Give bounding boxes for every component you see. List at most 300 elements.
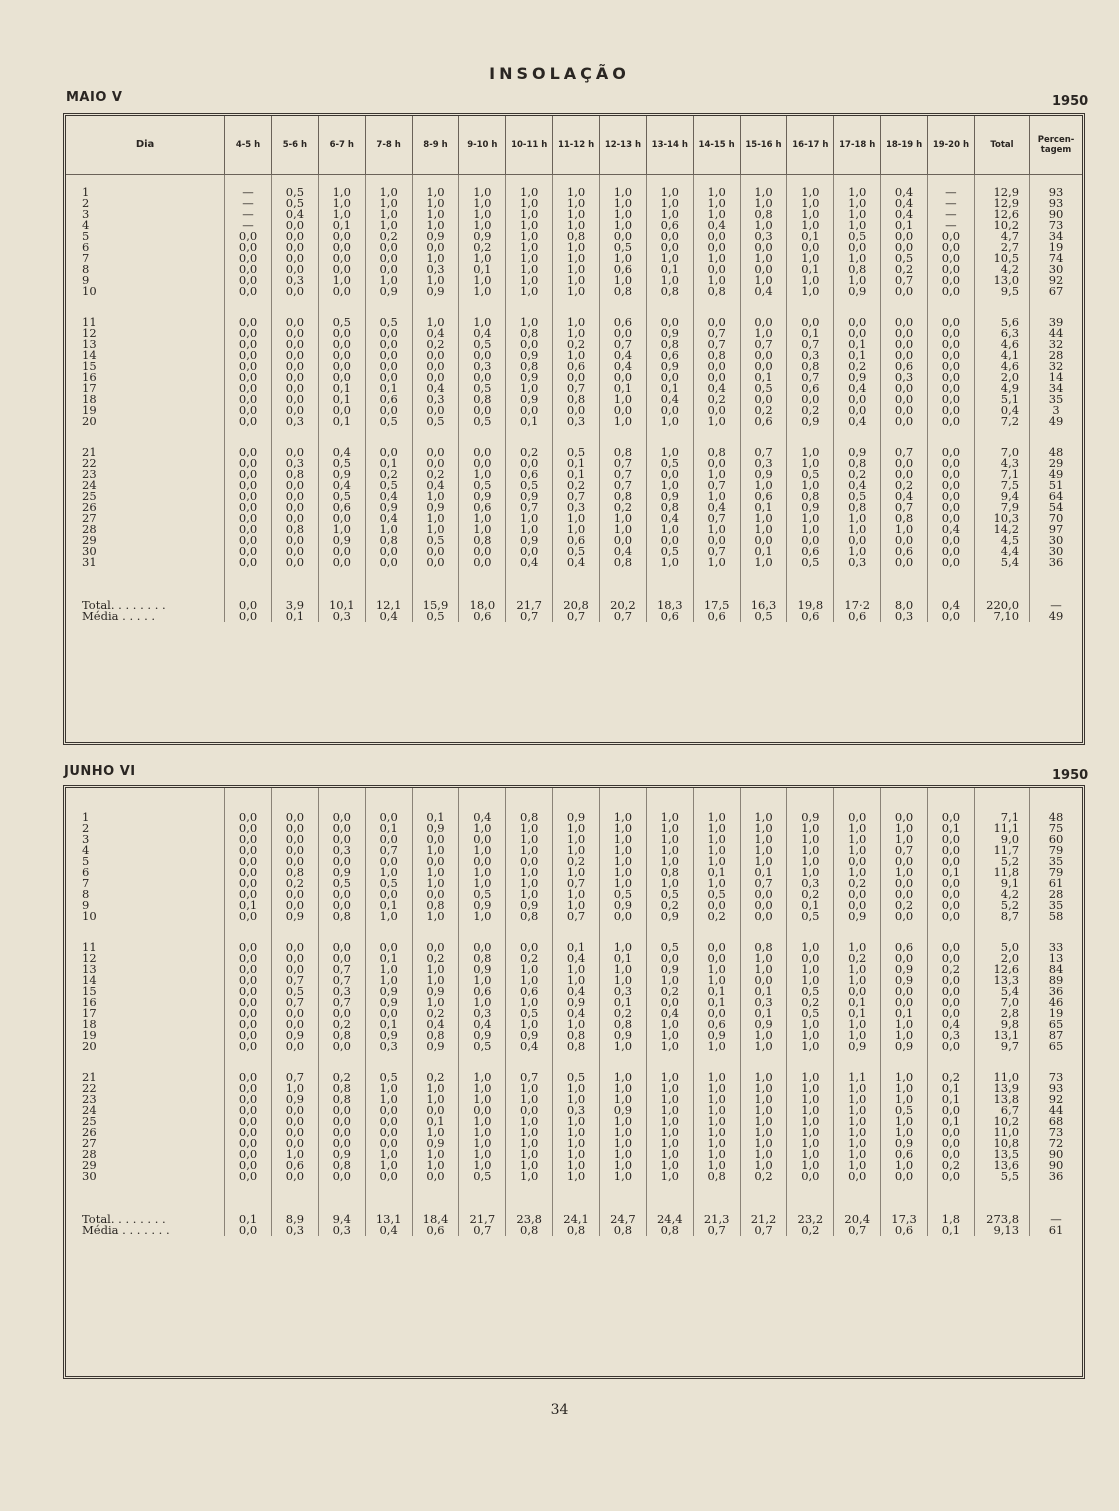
value-cell: 0,2 [834,878,881,889]
value-cell: 1,0 [881,1030,928,1041]
value-cell: 0,1 [740,502,787,513]
spacer-cell [787,568,834,588]
value-cell: 0,7 [553,911,600,922]
value-cell: 0,8 [787,491,834,502]
spacer-cell [787,427,834,447]
value-cell: 0,4 [459,812,506,823]
value-cell: 0,0 [318,339,365,350]
value-cell: 0,0 [365,889,412,900]
value-cell: 0,0 [318,253,365,264]
value-cell: 0,0 [834,986,881,997]
value-cell: 0,4 [599,546,646,557]
value-cell: 0,5 [365,878,412,889]
value-cell: 0,5 [412,416,459,427]
value-cell: 0,8 [553,1041,600,1052]
value-cell: 13 [1030,953,1082,964]
value-cell: 6,7 [974,1105,1029,1116]
value-cell: 0,0 [271,557,318,568]
value-cell: 0,0 [318,889,365,900]
value-cell: 0,9 [787,812,834,823]
value-cell: 1,0 [646,1127,693,1138]
value-cell: 1,0 [881,834,928,845]
value-cell: 1,0 [459,524,506,535]
value-cell: 1,0 [834,867,881,878]
spacer-cell [787,922,834,942]
value-cell: 0,0 [271,220,318,231]
value-cell: 0,4 [599,350,646,361]
value-cell: 0,0 [365,546,412,557]
value-cell: 0,0 [318,557,365,568]
day-cell: 13 [82,337,97,351]
value-cell: 0,3 [740,997,787,1008]
value-cell: 0,2 [459,242,506,253]
value-cell: 1,0 [553,220,600,231]
value-cell: 1,0 [506,1149,553,1160]
value-cell: 0,0 [271,372,318,383]
value-cell: 1,0 [834,942,881,953]
spacer-cell [740,297,787,317]
value-cell: 1,0 [599,1072,646,1083]
value-cell: 1,0 [881,823,928,834]
spacer-cell [365,568,412,588]
day-cell: 7 [82,876,90,890]
value-cell: 1,0 [318,187,365,198]
value-cell: 0,4 [881,187,928,198]
value-cell: 0,6 [412,1225,459,1236]
value-cell: 0,8 [553,1225,600,1236]
value-cell: 0,0 [365,264,412,275]
value-cell: 1,0 [740,1138,787,1149]
value-cell: 0,1 [740,546,787,557]
value-cell: 0,0 [365,447,412,458]
value-cell: 0,1 [834,350,881,361]
column-header: 5-6 h [271,116,318,175]
day-cell: 10 [82,909,97,923]
value-cell: 1,0 [365,964,412,975]
value-cell: 58 [1030,911,1082,922]
value-cell: 0,0 [225,1225,272,1236]
day-cell: 17 [82,381,97,395]
value-cell: 1,0 [834,220,881,231]
value-cell: 0,1 [646,264,693,275]
value-cell: 0,7 [506,1072,553,1083]
value-cell: 1,0 [646,480,693,491]
value-cell: 1,0 [881,1083,928,1094]
value-cell: 23,2 [787,1214,834,1225]
value-cell: 7,1 [974,812,1029,823]
value-cell: 0,7 [459,1225,506,1236]
day-cell: 18 [82,392,97,406]
spacer-cell [365,788,412,800]
value-cell: 1,0 [553,889,600,900]
day-cell: 12 [82,951,97,965]
value-cell: 0,2 [834,469,881,480]
value-cell: 0,3 [553,1105,600,1116]
spacer-cell [225,788,272,800]
column-header: 12-13 h [599,116,646,175]
value-cell: 0,7 [365,845,412,856]
value-cell: 0,7 [553,611,600,622]
value-cell: 0,5 [881,1105,928,1116]
value-cell: 1,0 [553,1083,600,1094]
value-cell: 1,0 [787,458,834,469]
value-cell: 1,0 [740,953,787,964]
value-cell: 1,0 [412,1127,459,1138]
value-cell: 0,0 [928,953,975,964]
value-cell: 0,1 [881,1008,928,1019]
value-cell: 0,0 [881,1171,928,1182]
value-cell: 1,0 [412,253,459,264]
value-cell: 1,0 [693,275,740,286]
value-cell: 0,8 [459,953,506,964]
value-cell: 24,1 [553,1214,600,1225]
value-cell: 0,7 [553,383,600,394]
value-cell: 2,8 [974,1008,1029,1019]
day-cell: 14 [82,973,97,987]
value-cell: 0,7 [740,447,787,458]
spacer-cell [553,427,600,447]
value-cell: 0,9 [834,447,881,458]
spacer-cell [646,568,693,588]
value-cell: 0,0 [693,361,740,372]
value-cell: 0,0 [318,264,365,275]
value-cell: 0,0 [225,834,272,845]
value-cell: 0,0 [271,900,318,911]
value-cell: 0,0 [225,1127,272,1138]
value-cell: 0,0 [928,557,975,568]
spacer-cell [66,922,225,942]
value-cell: 1,0 [646,878,693,889]
value-cell: 0,0 [318,1116,365,1127]
value-cell: 1,0 [740,275,787,286]
value-cell: 0,0 [318,942,365,953]
value-cell: 0,4 [881,209,928,220]
value-cell: 0,9 [412,1041,459,1052]
value-cell: 0,8 [646,1225,693,1236]
value-cell: 0,2 [412,339,459,350]
value-cell: 1,0 [412,1083,459,1094]
value-cell: 0,0 [271,546,318,557]
value-cell: 0,5 [318,878,365,889]
value-cell: 93 [1030,198,1082,209]
spacer-cell [506,297,553,317]
value-cell: 0,4 [365,1225,412,1236]
value-cell: 0,0 [881,383,928,394]
value-cell: 0,0 [834,328,881,339]
value-cell: 0,8 [318,1094,365,1105]
value-cell: 0,0 [881,416,928,427]
value-cell: 0,0 [834,812,881,823]
value-cell: 1,0 [834,823,881,834]
value-cell: 0,0 [365,1008,412,1019]
value-cell: 0,6 [834,611,881,622]
day-cell: 15 [82,359,97,373]
value-cell: 0,0 [225,372,272,383]
value-cell: 0,0 [740,361,787,372]
value-cell: 1,0 [412,997,459,1008]
value-cell: 1,0 [506,286,553,297]
value-cell: 1,0 [412,317,459,328]
value-cell: 0,0 [225,557,272,568]
value-cell: 18,0 [459,600,506,611]
value-cell: 1,0 [271,1149,318,1160]
value-cell: 1,0 [787,1041,834,1052]
day-row [66,416,1082,427]
value-cell: 1,0 [599,253,646,264]
value-cell: 1,0 [693,812,740,823]
value-cell: 1,0 [646,856,693,867]
value-cell: 0,0 [881,317,928,328]
value-cell: 1,0 [553,845,600,856]
value-cell: 0,0 [365,812,412,823]
value-cell: 1,0 [834,187,881,198]
value-cell: 0,0 [225,964,272,975]
value-cell: 1,0 [740,845,787,856]
value-cell: 0,6 [646,611,693,622]
value-cell: 1,0 [599,845,646,856]
value-cell: 0,8 [506,361,553,372]
value-cell: 1,0 [693,469,740,480]
value-cell: 9,8 [974,1019,1029,1030]
value-cell: 0,0 [928,469,975,480]
value-cell: 0,9 [365,502,412,513]
value-cell: 0,0 [318,242,365,253]
value-cell: 0,3 [881,372,928,383]
value-cell: 0,8 [412,1030,459,1041]
spacer-cell [834,297,881,317]
value-cell: 0,0 [928,1008,975,1019]
value-cell: 0,6 [318,502,365,513]
value-cell: 0,0 [646,231,693,242]
value-cell: 0,4 [412,328,459,339]
value-cell: 0,8 [318,1030,365,1041]
value-cell: 1,1 [834,1072,881,1083]
value-cell: 1,0 [459,220,506,231]
value-cell: 0,1 [834,1008,881,1019]
value-cell: 1,0 [693,1083,740,1094]
value-cell: 0,0 [881,405,928,416]
value-cell: 0,0 [599,328,646,339]
value-cell: 1,0 [740,557,787,568]
value-cell: 0,5 [646,942,693,953]
value-cell: 0,6 [599,264,646,275]
value-cell: 1,0 [599,513,646,524]
value-cell: 0,0 [834,242,881,253]
value-cell: 0,0 [365,242,412,253]
value-cell: 0,0 [271,394,318,405]
value-cell: 0,3 [318,1225,365,1236]
value-cell: 1,0 [599,198,646,209]
value-cell: 0,9 [599,900,646,911]
value-cell: — [928,209,975,220]
value-cell: 1,0 [506,845,553,856]
spacer-cell [881,788,928,800]
value-cell: 0,4 [365,611,412,622]
value-cell: 0,0 [928,405,975,416]
value-cell: 28 [1030,350,1082,361]
value-cell: 0,2 [412,953,459,964]
value-cell: 0,0 [881,953,928,964]
value-cell: 0,0 [412,350,459,361]
value-cell: 14 [1030,372,1082,383]
day-cell: 27 [82,1136,97,1150]
value-cell: 0,0 [225,1030,272,1041]
spacer-cell [66,175,225,188]
value-cell: 0,5 [459,1041,506,1052]
value-cell: 0,8 [271,524,318,535]
value-cell: 0,2 [506,447,553,458]
spacer-cell [318,922,365,942]
value-cell: 19,8 [787,600,834,611]
value-cell: 35 [1030,856,1082,867]
value-cell: 1,0 [459,867,506,878]
day-cell: 22 [82,456,97,470]
value-cell: 0,2 [693,394,740,405]
value-cell: 0,9 [881,1041,928,1052]
value-cell: 1,0 [599,394,646,405]
value-cell: 1,0 [740,1083,787,1094]
value-cell: 0,5 [740,611,787,622]
value-cell: 0,0 [225,491,272,502]
value-cell: 0,0 [271,339,318,350]
value-cell: 32 [1030,339,1082,350]
maio-header-row [66,116,1082,175]
day-cell: 21 [82,445,97,459]
value-cell: 1,0 [459,209,506,220]
value-cell: 0,4 [318,447,365,458]
value-cell: 4,3 [974,458,1029,469]
value-cell: 0,0 [928,339,975,350]
day-cell: 24 [82,478,97,492]
value-cell: 0,4 [412,480,459,491]
value-cell: 21,3 [693,1214,740,1225]
value-cell: 44 [1030,328,1082,339]
value-cell: 92 [1030,275,1082,286]
value-cell: 0,0 [271,856,318,867]
value-cell: 0,9 [318,1149,365,1160]
value-cell: 1,0 [506,524,553,535]
spacer-cell [1030,788,1082,800]
value-cell: 0,7 [881,845,928,856]
value-cell: 0,9 [459,964,506,975]
spacer-cell [974,297,1029,317]
value-cell: 0,9 [412,823,459,834]
value-cell: 0,0 [318,900,365,911]
spacer-cell [740,1052,787,1072]
value-cell: 1,0 [787,856,834,867]
value-cell: 0,1 [928,1116,975,1127]
value-cell: 12,9 [974,198,1029,209]
value-cell: 0,0 [506,339,553,350]
value-cell: 0,0 [225,502,272,513]
day-row [66,1171,1082,1182]
value-cell: 1,0 [599,1160,646,1171]
value-cell: 0,0 [412,372,459,383]
value-cell: 0,9 [318,469,365,480]
value-cell: 10,8 [974,1138,1029,1149]
value-cell: 0,7 [599,339,646,350]
value-cell: 0,0 [834,856,881,867]
value-cell: 8,0 [881,600,928,611]
value-cell: 0,8 [881,513,928,524]
value-cell: 34 [1030,231,1082,242]
value-cell: 1,0 [646,253,693,264]
value-cell: 0,5 [787,911,834,922]
value-cell: 0,6 [646,350,693,361]
value-cell: 0,0 [318,350,365,361]
value-cell: 0,1 [318,416,365,427]
value-cell: 1,0 [506,231,553,242]
value-cell: 0,1 [506,416,553,427]
value-cell: 1,0 [459,198,506,209]
value-cell: 1,0 [553,317,600,328]
value-cell: 0,0 [365,557,412,568]
value-cell: 0,1 [365,823,412,834]
value-cell: 0,8 [646,502,693,513]
value-cell: 0,5 [271,986,318,997]
value-cell: 1,0 [412,867,459,878]
value-cell: 17·2 [834,600,881,611]
value-cell: 0,6 [459,611,506,622]
spacer-cell [740,427,787,447]
day-cell: 3 [82,832,90,846]
value-cell: 0,0 [881,911,928,922]
value-cell: 0,6 [271,1160,318,1171]
spacer-cell [881,1052,928,1072]
value-cell: 1,0 [412,209,459,220]
value-cell: 0,0 [459,856,506,867]
spacer-cell [881,427,928,447]
value-cell: 0,5 [553,447,600,458]
spacer-cell [553,1052,600,1072]
value-cell: 0,1 [834,339,881,350]
value-cell: 36 [1030,986,1082,997]
spacer-cell [928,922,975,942]
value-cell: 0,0 [740,889,787,900]
value-cell: 0,2 [834,361,881,372]
value-cell: 1,0 [787,1083,834,1094]
spacer-cell [506,922,553,942]
value-cell: 73 [1030,1072,1082,1083]
value-cell: 0,5 [553,546,600,557]
value-cell: 1,0 [599,524,646,535]
value-cell: 1,0 [787,447,834,458]
value-cell: 0,3 [599,986,646,997]
value-cell: 5,1 [974,394,1029,405]
value-cell: 0,8 [365,535,412,546]
value-cell: 0,9 [599,1105,646,1116]
value-cell: 1,0 [693,491,740,502]
value-cell: 0,0 [881,328,928,339]
value-cell: 1,0 [599,209,646,220]
value-cell: 0,0 [553,405,600,416]
value-cell: 21,2 [740,1214,787,1225]
value-cell: 1,0 [599,1149,646,1160]
value-cell: 0,8 [599,1019,646,1030]
value-cell: 0,2 [693,911,740,922]
value-cell: 1,0 [506,834,553,845]
value-cell: 0,0 [271,491,318,502]
value-cell: 1,0 [506,823,553,834]
spacer-cell [553,788,600,800]
value-cell: 1,0 [693,878,740,889]
day-cell: 2 [82,821,90,835]
value-cell: 0,9 [271,911,318,922]
value-cell: 1,0 [787,1105,834,1116]
day-cell: Total. . . . . . . . [82,598,166,612]
value-cell: 0,0 [318,1105,365,1116]
value-cell: 0,0 [412,546,459,557]
